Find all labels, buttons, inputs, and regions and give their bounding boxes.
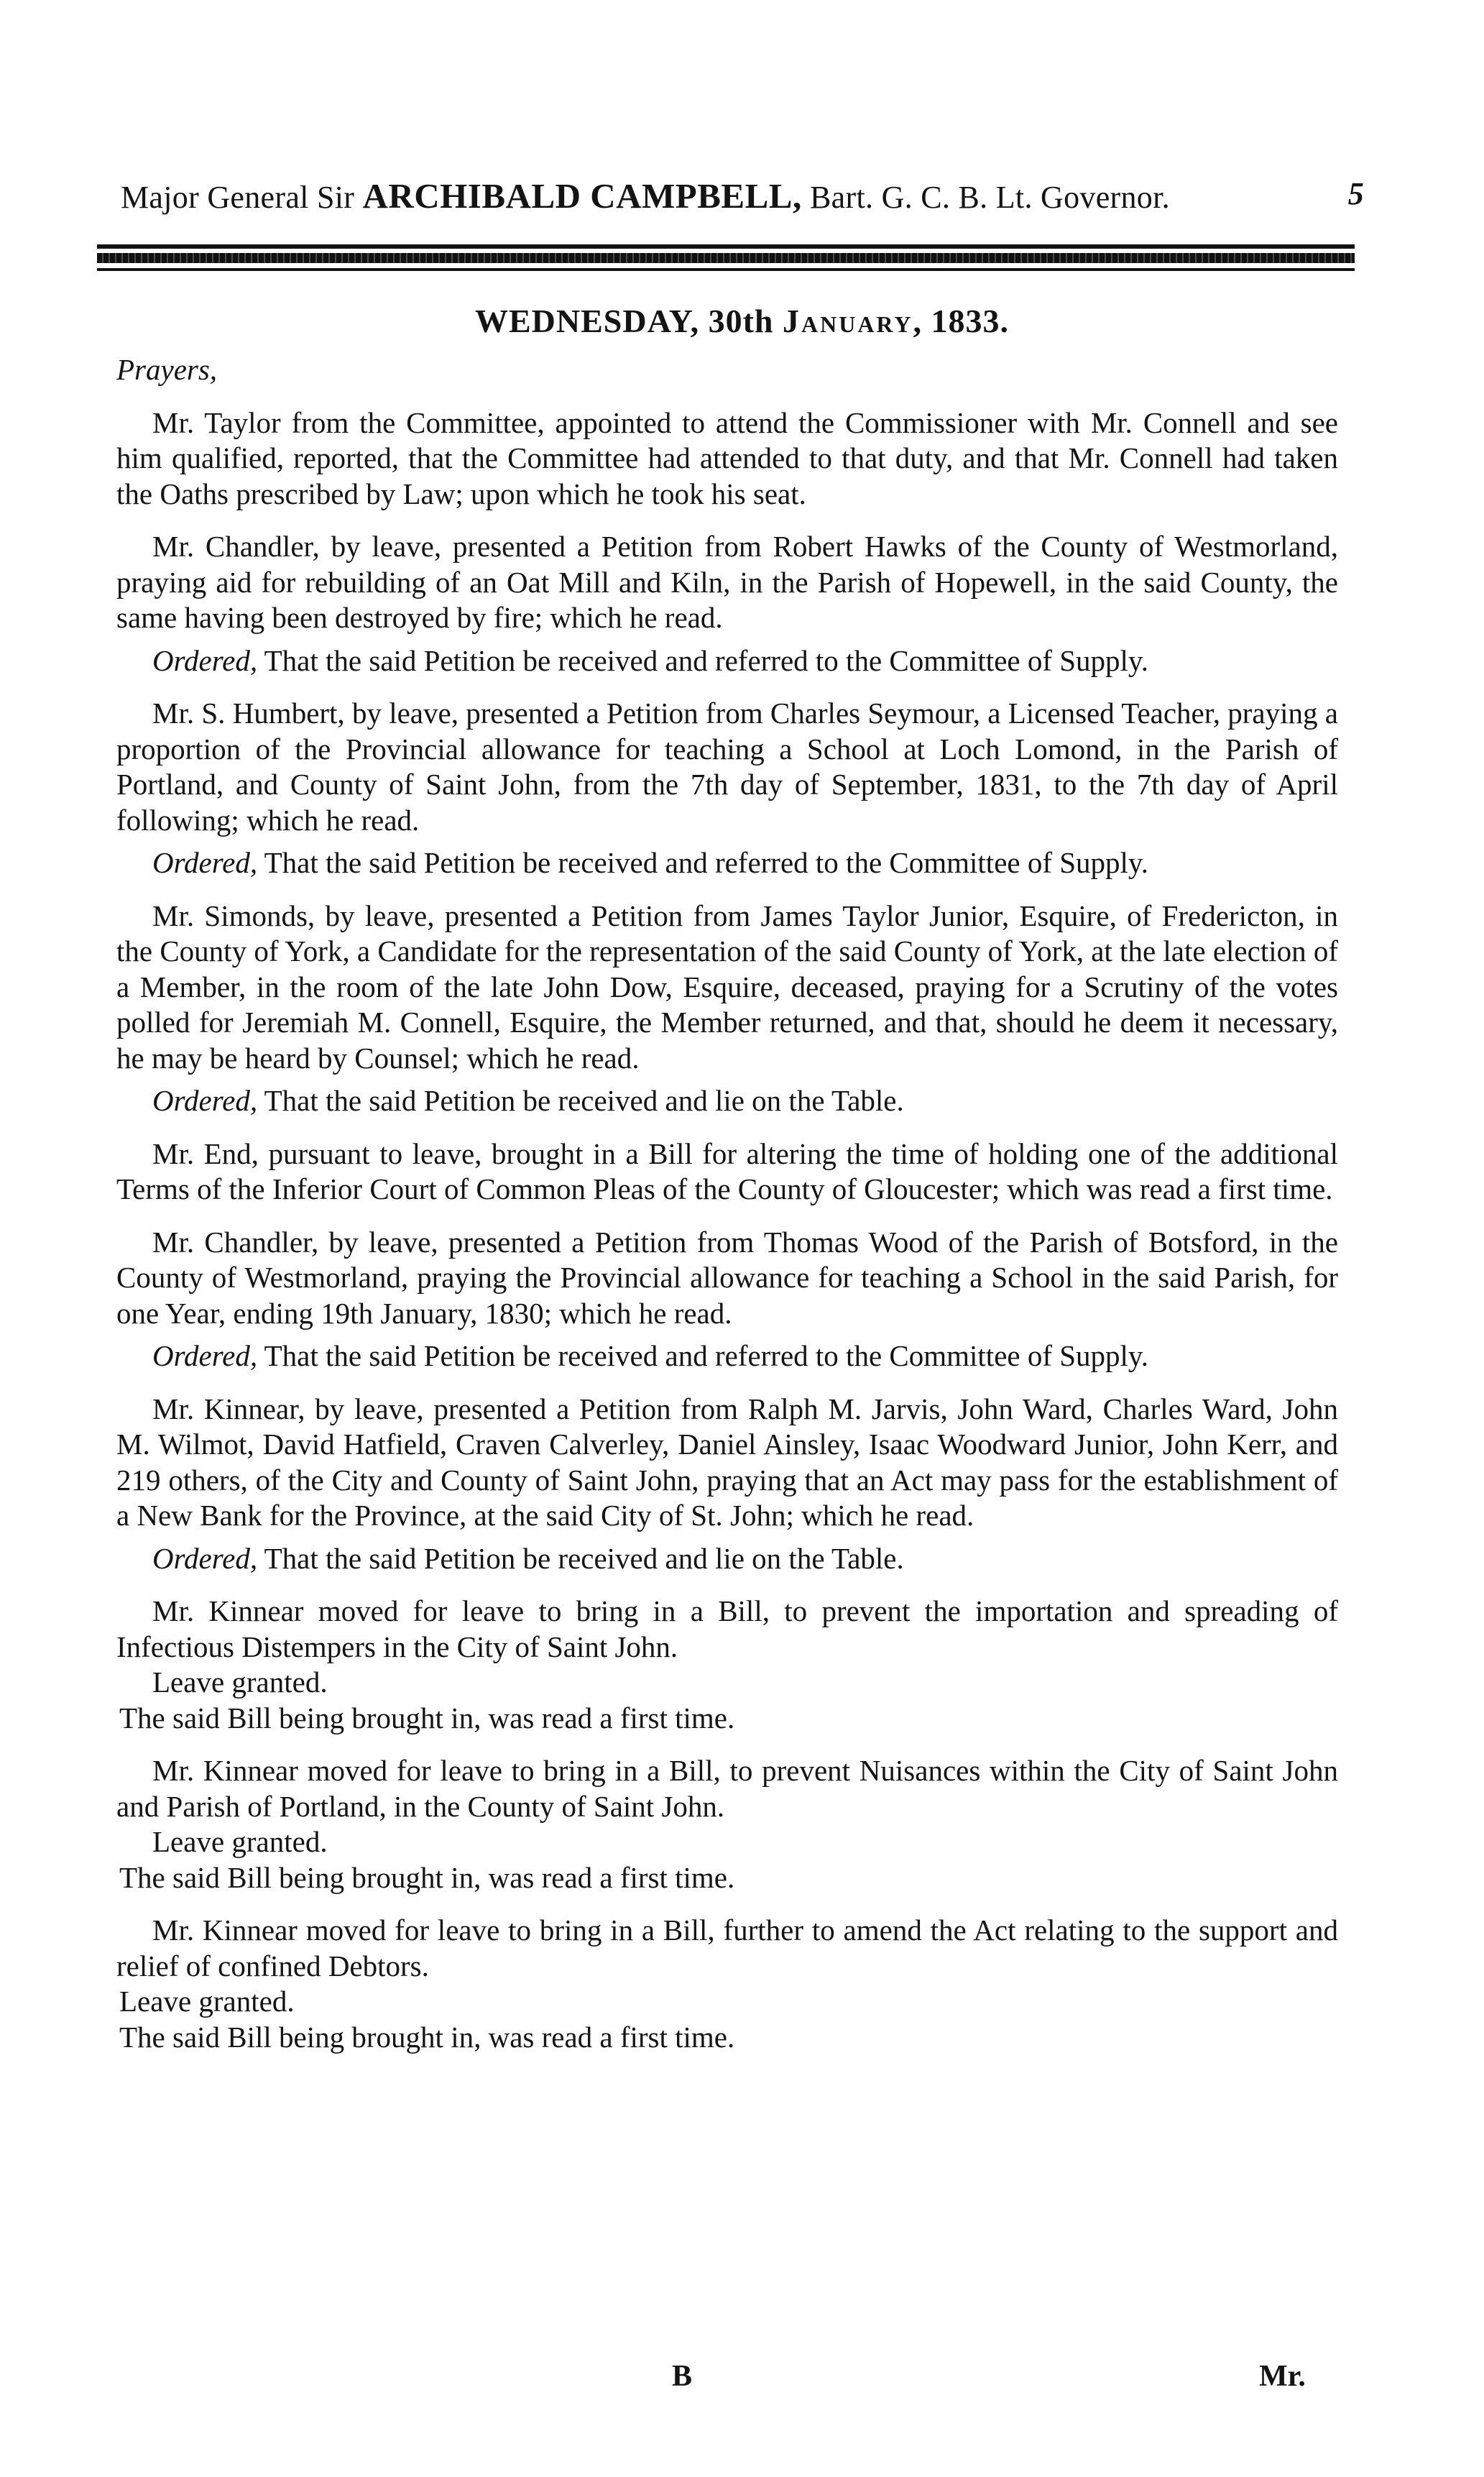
order-text: That the said Petition be received and lie on the Table. [264,1084,904,1117]
header-suffix: Bart. G. C. B. Lt. Governor. [810,180,1170,215]
header-rule-bottom [97,268,1355,271]
paragraph-distempers-bill: Mr. Kinnear moved for leave to bring in a Bill, to prevent the importation and spreading of Infectious Distempers in the City of Saint John. [116,1594,1338,1663]
date-month: January [782,303,913,339]
order-text: That the said Petition be received and referred to the Committee of Supply. [264,846,1149,879]
paragraph-debtors-bill: Mr. Kinnear moved for leave to bring in a Bill, further to amend the Act relating to the support and relief of confined Debtors. [116,1913,1338,1982]
header-rule-top [97,244,1355,249]
order-taylor [116,1083,1338,1119]
date-heading [0,302,1484,340]
page-number: 5 [1347,176,1364,211]
header-name: ARCHIBALD CAMPBELL, [362,176,802,216]
paragraph-committee-report: Mr. Taylor from the Committee, appointed to attend the Commissioner with Mr. Connell and see him qualified, reported, that the Committee had attended to that duty, and that Mr. Connell had taken the Oaths prescribed by Law; upon which he took his seat. [116,405,1338,510]
first-reading-nuisances: The said Bill being brought in, was read a first time. [119,1860,735,1894]
catchword: Mr. [1259,2360,1306,2393]
order-text: That the said Petition be received and referred to the Committee of Supply. [264,643,1149,677]
prayers-line: Prayers, [116,353,218,386]
order-seymour [116,845,1338,881]
date-day: WEDNESDAY, 30th [474,303,774,339]
order-text: That the said Petition be received and lie on the Table. [264,1541,904,1575]
leave-granted-distempers: Leave granted. [152,1665,328,1699]
header-prefix: Major General Sir [121,180,355,215]
first-reading-distempers: The said Bill being brought in, was read a first time. [119,1701,735,1734]
paragraph-nuisances-bill: Mr. Kinnear moved for leave to bring in a Bill, to prevent Nuisances within the City of Saint John and Parish of Portland, in the County of Saint John. [116,1754,1338,1823]
date-year: , 1833. [913,303,1010,339]
first-reading-debtors: The said Bill being brought in, was read a first time. [119,2020,735,2054]
ordered-label: Ordered, [152,1084,258,1117]
running-head [121,175,1364,216]
paragraph-bank-petition: Mr. Kinnear, by leave, presented a Petition from Ralph M. Jarvis, John Ward, Charles Ward, John M. Wilmot, David Hatfield, Craven Calverley, Daniel Ainsley, Isaac Woodward Junior, John Kerr, and 219 others, of the City and County of Saint John, praying that an Act may pass for the establishment of a New Bank for the Province, at the said City of St. John; which he read. [116,1392,1338,1532]
order-bank [116,1541,1338,1577]
order-text: That the said Petition be received and referred to the Committee of Supply. [264,1339,1149,1372]
header-rule-thick [97,253,1355,263]
paragraph-end-bill: Mr. End, pursuant to leave, brought in a Bill for altering the time of holding one of the additional Terms of the Inferior Court of Common Pleas of the County of Gloucester; which was read a first time. [116,1136,1338,1205]
order-wood [116,1338,1338,1374]
paragraph-hawks-petition: Mr. Chandler, by leave, presented a Petition from Robert Hawks of the County of Westmorland, praying aid for rebuilding of an Oat Mill and Kiln, in the Parish of Hopewell, in the said County, the same having been destroyed by fire; which he read. [116,530,1338,634]
journal-body [116,352,1338,2055]
paragraph-wood-petition: Mr. Chandler, by leave, presented a Petition from Thomas Wood of the Parish of Botsford, in the County of Westmorland, praying the Provincial allowance for teaching a School in the said Parish, for one Year, ending 19th January, 1830; which he read. [116,1225,1338,1330]
paragraph-seymour-petition: Mr. S. Humbert, by leave, presented a Petition from Charles Seymour, a Licensed Teacher, praying a proportion of the Provincial allowance for teaching a School at Loch Lomond, in the Parish of Portland, and County of Saint John, from the 7th day of September, 1831, to the 7th day of April following; which he read. [116,697,1338,837]
ordered-label: Ordered, [152,1339,258,1372]
signature-mark: B [672,2360,693,2393]
order-hawks [116,643,1338,679]
leave-granted-nuisances: Leave granted. [152,1825,328,1858]
paragraph-taylor-petition: Mr. Simonds, by leave, presented a Petition from James Taylor Junior, Esquire, of Fredericton, in the County of York, a Candidate for the representation of the said County of York, at the late election of a Member, in the room of the late John Dow, Esquire, deceased, praying for a Scrutiny of the votes polled for Jeremiah M. Connell, Esquire, the Member returned, and that, should he deem it necessary, he may be heard by Counsel; which he read. [116,899,1338,1075]
ordered-label: Ordered, [152,846,258,879]
ordered-label: Ordered, [152,1541,258,1575]
ordered-label: Ordered, [152,643,258,677]
leave-granted-debtors: Leave granted. [119,1985,295,2018]
